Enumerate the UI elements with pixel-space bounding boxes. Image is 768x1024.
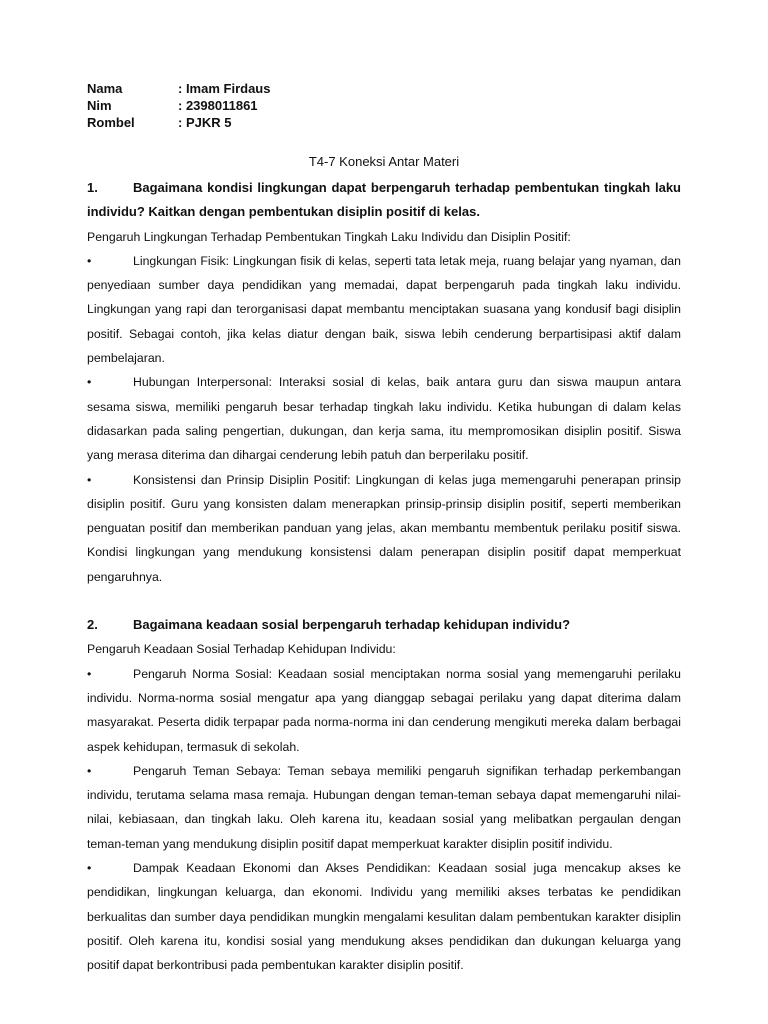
identity-nim-row: [87, 97, 270, 114]
question-2: [87, 613, 681, 637]
document-body: [87, 176, 681, 978]
nim-value: : 2398011861: [178, 98, 258, 113]
identity-rombel-row: [87, 114, 270, 131]
section-1-bullet-item: [87, 370, 681, 467]
bullet-text: Dampak Keadaan Ekonomi dan Akses Pendidikan: Keadaan sosial juga mencakup akses ke pendidikan, lingkungan keluarga, dan ekonomi. Individu yang memiliki akses terbatas ke pendidikan berkualitas dan sumber daya pendidikan mungkin mengalami kesulitan dalam pembentukan karakter disiplin positif. Oleh karena itu, kondisi sosial yang mendukung akses pendidikan dan dukungan keluarga yang positif dapat berkontribusi pada pembentukan karakter disiplin positif.: [87, 861, 681, 973]
bullet-text: Pengaruh Norma Sosial: Keadaan sosial menciptakan norma sosial yang memengaruhi perilaku individu. Norma-norma sosial mengatur apa yang dianggap sebagai perilaku yang dapat diterima dalam masyarakat. Peserta didik terpapar pada norma-norma ini dan cenderung mengikuti mereka dalam berbagai aspek kehidupan, termasuk di sekolah.: [87, 666, 681, 754]
section-1-bullet-item: [87, 249, 681, 370]
identity-name-row: [87, 80, 270, 97]
bullet-icon: •: [87, 763, 92, 778]
rombel-value: : PJKR 5: [178, 115, 232, 130]
question-1-number: 1.: [87, 180, 98, 195]
bullet-icon: •: [87, 861, 92, 876]
section-2-intro: Pengaruh Keadaan Sosial Terhadap Kehidupan Individu:: [87, 642, 396, 657]
student-identity: [87, 80, 270, 131]
section-2-bullet-item: [87, 856, 681, 977]
bullet-text: Konsistensi dan Prinsip Disiplin Positif: Lingkungan di kelas juga memengaruhi penerapan prinsip disiplin positif. Guru yang konsisten dalam menerapkan prinsip-prinsip disiplin positif, seperti memberikan penguatan positif dan memberikan panduan yang jelas, akan membantu membentuk perilaku positif siswa. Kondisi lingkungan yang mendukung konsistensi dalam penerapan disiplin positif dapat memperkuat pengaruhnya.: [87, 472, 681, 584]
question-2-number: 2.: [87, 617, 98, 633]
bullet-text: Lingkungan Fisik: Lingkungan fisik di kelas, seperti tata letak meja, ruang belajar yang nyaman, dan penyediaan sumber daya pendidikan yang memadai, dapat berpengaruh pada tingkah laku individu. Lingkungan yang rapi dan terorganisasi dapat membantu menciptakan suasana yang kondusif bagi disiplin positif. Sebagai contoh, jika kelas diatur dengan baik, siswa lebih cenderung berpartisipasi aktif dalam pembelajaran.: [87, 253, 681, 366]
nim-label: Nim: [87, 98, 112, 113]
bullet-text: Pengaruh Teman Sebaya: Teman sebaya memiliki pengaruh signifikan terhadap perkembangan individu, terutama selama masa remaja. Hubungan dengan teman-teman sebaya dapat memengaruhi nilai-nilai, kebiasaan, dan tingkah laku. Oleh karena itu, keadaan sosial yang melibatkan pergaulan dengan teman-teman yang mendukung disiplin positif dapat memperkuat karakter disiplin positif individu.: [87, 763, 681, 851]
section-1-intro: Pengaruh Lingkungan Terhadap Pembentukan Tingkah Laku Individu dan Disiplin Positif:: [87, 229, 571, 244]
question-1-text: Bagaimana kondisi lingkungan dapat berpengaruh terhadap pembentukan tingkah laku individu? Kaitkan dengan pembentukan disiplin positif di kelas.: [87, 180, 681, 220]
bullet-text: Hubungan Interpersonal: Interaksi sosial di kelas, baik antara guru dan siswa maupun antara sesama siswa, memiliki pengaruh besar terhadap tingkah laku individu. Ketika hubungan di dalam kelas didasarkan pada saling pengertian, dukungan, dan kerja sama, itu mempromosikan disiplin positif. Siswa yang merasa diterima dan dihargai cenderung lebih patuh dan berperilaku positif.: [87, 375, 681, 463]
section-1-bullet-item: [87, 468, 681, 589]
question-1: [87, 176, 681, 225]
document-title: T4-7 Koneksi Antar Materi: [308, 154, 460, 169]
rombel-label: Rombel: [87, 115, 135, 130]
bullet-icon: •: [87, 666, 92, 681]
section-2-bullet-item: [87, 662, 681, 759]
name-label: Nama: [87, 81, 123, 96]
section-spacer: [87, 589, 681, 613]
question-2-text: Bagaimana keadaan sosial berpengaruh terhadap kehidupan individu?: [133, 617, 571, 633]
name-value: : Imam Firdaus: [178, 81, 271, 96]
bullet-icon: •: [87, 253, 92, 268]
bullet-icon: •: [87, 472, 92, 487]
section-2-bullet-item: [87, 759, 681, 856]
bullet-icon: •: [87, 375, 92, 390]
